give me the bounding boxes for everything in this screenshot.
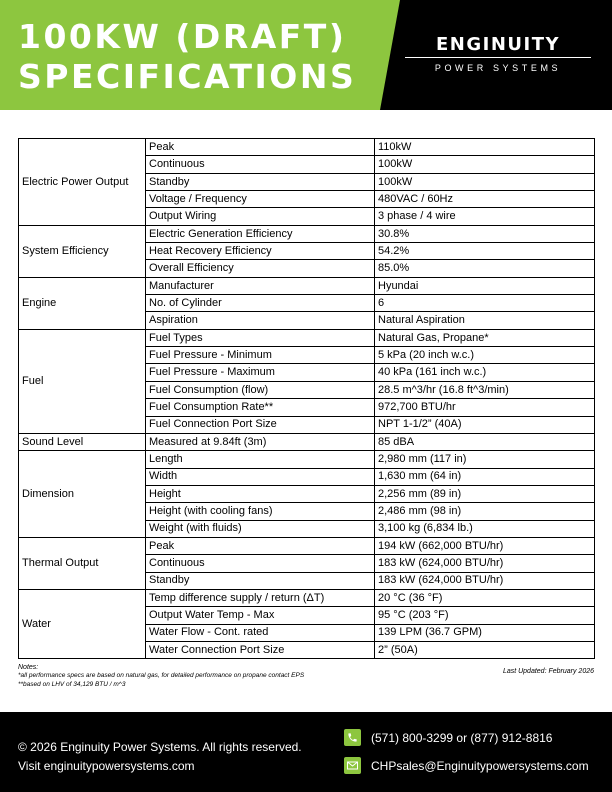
table-row bbox=[19, 589, 595, 606]
value-cell: Natural Aspiration bbox=[375, 312, 595, 329]
parameter-cell: Continuous bbox=[146, 555, 375, 572]
logo-tagline: POWER SYSTEMS bbox=[434, 63, 562, 73]
value-cell: 3,100 kg (6,834 lb.) bbox=[375, 520, 595, 537]
title-banner bbox=[0, 0, 380, 110]
category-cell: Sound Level bbox=[19, 433, 146, 450]
parameter-cell: No. of Cylinder bbox=[146, 295, 375, 312]
table-row bbox=[19, 433, 595, 450]
category-cell: Engine bbox=[19, 277, 146, 329]
parameter-cell: Height (with cooling fans) bbox=[146, 503, 375, 520]
value-cell: 30.8% bbox=[375, 225, 595, 242]
parameter-cell: Output Wiring bbox=[146, 208, 375, 225]
parameter-cell: Weight (with fluids) bbox=[146, 520, 375, 537]
value-cell: 3 phase / 4 wire bbox=[375, 208, 595, 225]
value-cell: 183 kW (624,000 BTU/hr) bbox=[375, 572, 595, 589]
phone-contact[interactable] bbox=[344, 729, 552, 746]
value-cell: 183 kW (624,000 BTU/hr) bbox=[375, 555, 595, 572]
footer-left bbox=[18, 738, 302, 775]
value-cell: Hyundai bbox=[375, 277, 595, 294]
note-line-2: **based on LHV of 34,129 BTU / m^3 bbox=[18, 680, 126, 688]
table-row bbox=[19, 225, 595, 242]
parameter-cell: Height bbox=[146, 485, 375, 502]
website-link[interactable]: Visit enginuitypowersystems.com bbox=[18, 758, 195, 773]
page-title-line-1: 100KW (DRAFT) bbox=[18, 17, 347, 56]
parameter-cell: Width bbox=[146, 468, 375, 485]
value-cell: 85 dBA bbox=[375, 433, 595, 450]
parameter-cell: Water Flow - Cont. rated bbox=[146, 624, 375, 641]
copyright-text: © 2026 Enginuity Power Systems. All rights reserved. bbox=[18, 740, 302, 754]
value-cell: 139 LPM (36.7 GPM) bbox=[375, 624, 595, 641]
parameter-cell: Manufacturer bbox=[146, 277, 375, 294]
category-cell: System Efficiency bbox=[19, 225, 146, 277]
table-row bbox=[19, 139, 595, 156]
value-cell: 95 °C (203 °F) bbox=[375, 607, 595, 624]
parameter-cell: Standby bbox=[146, 173, 375, 190]
company-logo bbox=[405, 34, 595, 80]
parameter-cell: Fuel Pressure - Minimum bbox=[146, 347, 375, 364]
category-cell: Electric Power Output bbox=[19, 139, 146, 226]
table-row bbox=[19, 451, 595, 468]
logo-divider bbox=[405, 57, 591, 58]
parameter-cell: Continuous bbox=[146, 156, 375, 173]
parameter-cell: Standby bbox=[146, 572, 375, 589]
table-row bbox=[19, 329, 595, 346]
value-cell: NPT 1-1/2” (40A) bbox=[375, 416, 595, 433]
email-contact[interactable] bbox=[344, 757, 589, 774]
value-cell: 2,486 mm (98 in) bbox=[375, 503, 595, 520]
value-cell: 480VAC / 60Hz bbox=[375, 191, 595, 208]
phone-icon bbox=[344, 729, 361, 746]
value-cell: 972,700 BTU/hr bbox=[375, 399, 595, 416]
value-cell: 110kW bbox=[375, 139, 595, 156]
logo-wordmark: ENGINUITY bbox=[435, 34, 561, 55]
envelope-icon bbox=[344, 757, 361, 774]
parameter-cell: Fuel Types bbox=[146, 329, 375, 346]
parameter-cell: Water Connection Port Size bbox=[146, 641, 375, 658]
parameter-cell: Electric Generation Efficiency bbox=[146, 225, 375, 242]
parameter-cell: Temp difference supply / return (ΔT) bbox=[146, 589, 375, 606]
value-cell: 2” (50A) bbox=[375, 641, 595, 658]
value-cell: 54.2% bbox=[375, 243, 595, 260]
parameter-cell: Fuel Consumption Rate** bbox=[146, 399, 375, 416]
value-cell: 100kW bbox=[375, 173, 595, 190]
parameter-cell: Heat Recovery Efficiency bbox=[146, 243, 375, 260]
email-address: CHPsales@Enginuitypowersystems.com bbox=[371, 758, 589, 773]
parameter-cell: Fuel Consumption (flow) bbox=[146, 381, 375, 398]
specifications-body bbox=[19, 139, 595, 659]
value-cell: 40 kPa (161 inch w.c.) bbox=[375, 364, 595, 381]
value-cell: 28.5 m^3/hr (16.8 ft^3/min) bbox=[375, 381, 595, 398]
value-cell: 2,980 mm (117 in) bbox=[375, 451, 595, 468]
page-header bbox=[0, 0, 612, 110]
category-cell: Water bbox=[19, 589, 146, 658]
table-row bbox=[19, 277, 595, 294]
page-footer bbox=[0, 712, 612, 792]
parameter-cell: Overall Efficiency bbox=[146, 260, 375, 277]
parameter-cell: Output Water Temp - Max bbox=[146, 607, 375, 624]
parameter-cell: Fuel Connection Port Size bbox=[146, 416, 375, 433]
category-cell: Fuel bbox=[19, 329, 146, 433]
value-cell: 5 kPa (20 inch w.c.) bbox=[375, 347, 595, 364]
value-cell: 100kW bbox=[375, 156, 595, 173]
category-cell: Thermal Output bbox=[19, 537, 146, 589]
parameter-cell: Voltage / Frequency bbox=[146, 191, 375, 208]
value-cell: 2,256 mm (89 in) bbox=[375, 485, 595, 502]
table-row bbox=[19, 537, 595, 554]
value-cell: 194 kW (662,000 BTU/hr) bbox=[375, 537, 595, 554]
value-cell: Natural Gas, Propane* bbox=[375, 329, 595, 346]
page-title-line-2: SPECIFICATIONS bbox=[18, 57, 357, 96]
notes bbox=[18, 663, 438, 689]
note-line-1: *all performance specs are based on natural gas, for detailed performance on propane contact EPS bbox=[18, 672, 305, 680]
parameter-cell: Fuel Pressure - Maximum bbox=[146, 364, 375, 381]
parameter-cell: Peak bbox=[146, 139, 375, 156]
parameter-cell: Measured at 9.84ft (3m) bbox=[146, 433, 375, 450]
value-cell: 1,630 mm (64 in) bbox=[375, 468, 595, 485]
parameter-cell: Aspiration bbox=[146, 312, 375, 329]
notes-heading: Notes: bbox=[18, 664, 39, 671]
phone-numbers: (571) 800-3299 or (877) 912-8816 bbox=[371, 730, 553, 745]
parameter-cell: Length bbox=[146, 451, 375, 468]
parameter-cell: Peak bbox=[146, 537, 375, 554]
value-cell: 85.0% bbox=[375, 260, 595, 277]
category-cell: Dimension bbox=[19, 451, 146, 538]
value-cell: 6 bbox=[375, 295, 595, 312]
specifications-table bbox=[18, 138, 595, 659]
value-cell: 20 °C (36 °F) bbox=[375, 589, 595, 606]
last-updated: Last Updated: February 2026 bbox=[502, 668, 594, 675]
